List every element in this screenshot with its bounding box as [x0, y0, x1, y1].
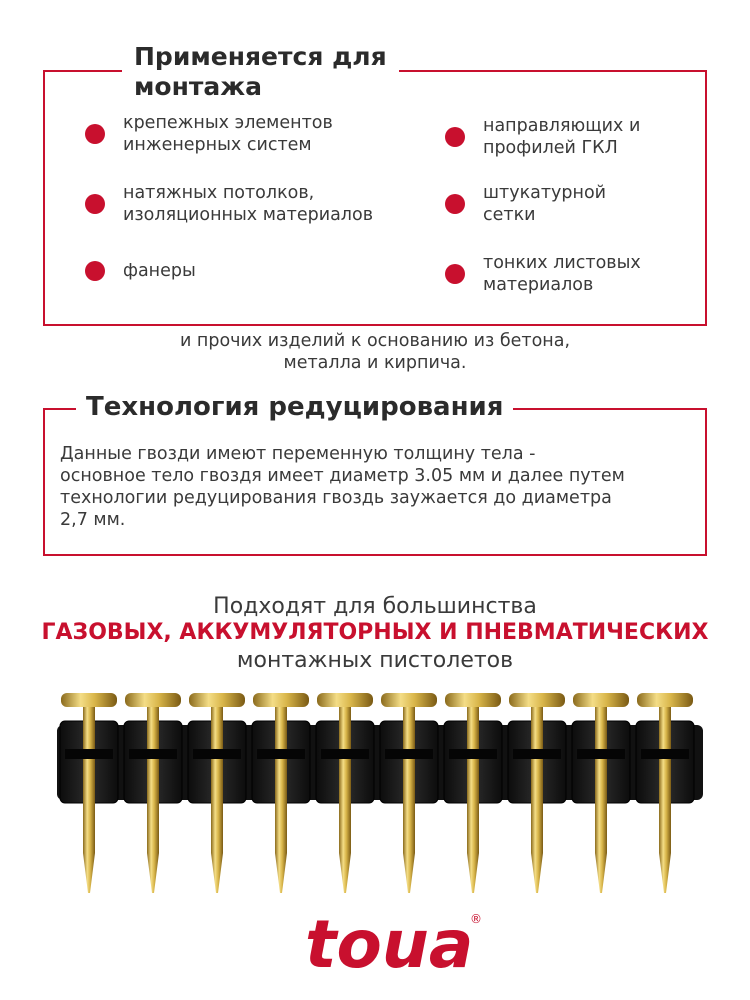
nail-shank — [339, 703, 351, 853]
section-title-application: Применяется для монтажа — [122, 42, 399, 102]
brand-logo-text: toua — [305, 906, 474, 980]
nail — [380, 693, 438, 893]
nail-tip — [339, 853, 351, 893]
collar-band — [385, 749, 433, 759]
nail-head — [317, 693, 373, 707]
nail-tip — [211, 853, 223, 893]
nail-head — [445, 693, 501, 707]
collar-band — [193, 749, 241, 759]
registered-mark: ® — [470, 912, 482, 926]
collar-band — [449, 749, 497, 759]
compatibility-line-3: монтажных пистолетов — [236, 648, 514, 673]
technology-description: Данные гвозди имеют переменную толщину тела - основное тело гвоздя имеет диаметр 3.05 мм и далее путем технологии редуцирования гвоздь заужается до диаметра 2,7 мм. — [60, 444, 625, 530]
bullet-icon — [85, 194, 105, 214]
nail — [316, 693, 374, 893]
list-item-text: штукатурной сетки — [483, 183, 607, 225]
list-item — [85, 112, 333, 156]
nail-tip — [531, 853, 543, 893]
nail-shank — [659, 703, 671, 853]
nail-tip — [275, 853, 287, 893]
bullet-icon — [85, 261, 105, 281]
compatibility-highlight: ГАЗОВЫХ, АККУМУЛЯТОРНЫХ И ПНЕВМАТИЧЕСКИХ — [41, 620, 709, 645]
nail-head — [573, 693, 629, 707]
list-item-text: направляющих и профилей ГКЛ — [483, 116, 641, 158]
bullet-icon — [445, 194, 465, 214]
section-title-technology: Технология редуцирования — [76, 392, 513, 422]
nail-head — [125, 693, 181, 707]
nail-head — [637, 693, 693, 707]
collar-band — [65, 749, 113, 759]
nail — [188, 693, 246, 893]
nail-tip — [595, 853, 607, 893]
nail-shank — [467, 703, 479, 853]
list-item — [445, 115, 640, 159]
collar-band — [513, 749, 561, 759]
nail-shank — [403, 703, 415, 853]
compatibility-line-1: Подходят для большинства — [213, 594, 537, 619]
collar-band — [129, 749, 177, 759]
nail-head — [61, 693, 117, 707]
collar-band — [321, 749, 369, 759]
list-item-text: фанеры — [123, 261, 196, 281]
nail — [444, 693, 502, 893]
nail-tip — [467, 853, 479, 893]
nail-shank — [595, 703, 607, 853]
nail-head — [189, 693, 245, 707]
list-item-text: тонких листовых материалов — [483, 253, 641, 295]
nail — [572, 693, 630, 893]
nail — [124, 693, 182, 893]
bullet-icon — [445, 264, 465, 284]
list-item-text: натяжных потолков, изоляционных материалов — [123, 183, 374, 225]
collar-band — [641, 749, 689, 759]
list-item — [85, 182, 373, 226]
bullet-icon — [445, 127, 465, 147]
nail-tip — [403, 853, 415, 893]
nail-tip — [147, 853, 159, 893]
nail — [252, 693, 310, 893]
collar-band — [257, 749, 305, 759]
nail-head — [381, 693, 437, 707]
bullet-icon — [85, 124, 105, 144]
list-item — [445, 182, 606, 226]
nail-shank — [147, 703, 159, 853]
application-caption: и прочих изделий к основанию из бетона, металла и кирпича. — [179, 331, 571, 373]
brand-logo — [300, 905, 485, 980]
nail-tip — [659, 853, 671, 893]
nail-shank — [275, 703, 287, 853]
nail — [508, 693, 566, 893]
list-item — [85, 260, 196, 282]
nail-shank — [83, 703, 95, 853]
nail-tip — [83, 853, 95, 893]
list-item — [445, 252, 641, 296]
nail-head — [253, 693, 309, 707]
nail — [636, 693, 694, 893]
nail — [60, 693, 118, 893]
nail-shank — [531, 703, 543, 853]
list-item-text: крепежных элементов инженерных систем — [123, 113, 333, 155]
nail-head — [509, 693, 565, 707]
nail-shank — [211, 703, 223, 853]
nail-strip-icon — [55, 685, 705, 900]
collar-band — [577, 749, 625, 759]
